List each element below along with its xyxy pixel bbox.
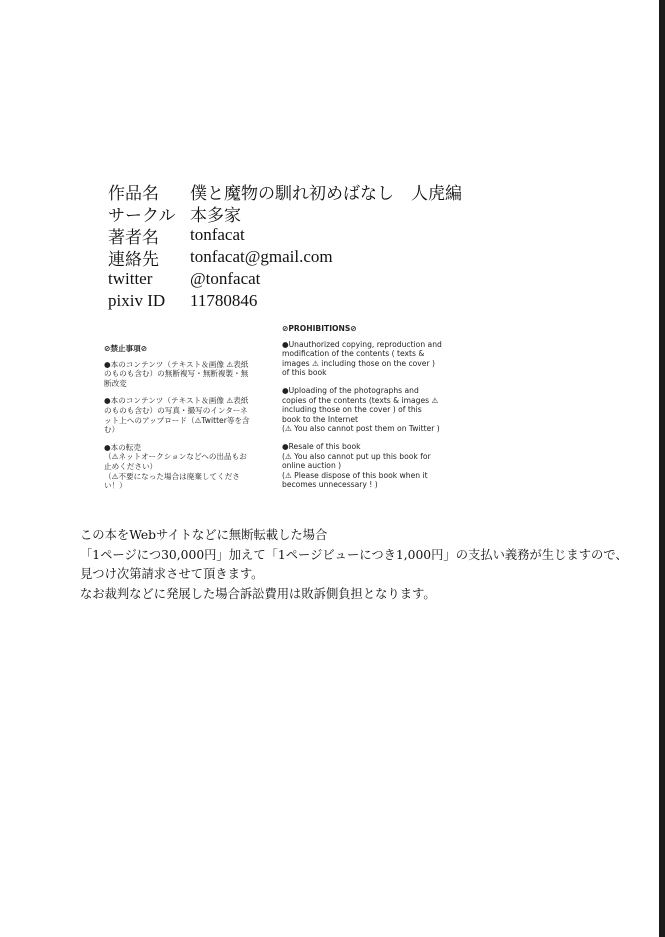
jp-prohibitions-heading: ⊘禁止事項⊘ — [104, 344, 148, 353]
notice-line: なお裁判などに発展した場合訴訟費用は敗訴側負担となります。 — [80, 586, 436, 601]
en-prohibition-item: ●Resale of this book (⚠ You also cannot put up this book for online auction ) (⚠ Please dispose of this book when it becomes unnecessary ! ) — [282, 441, 431, 490]
colophon-row — [108, 180, 462, 202]
jp-prohibitions — [104, 344, 254, 499]
en-prohibition-item: ●Uploading of the photographs and copies of the contents (texts & images ⚠ including those on the cover ) of this book to the Internet (⚠ You also cannot post them on Twitter ) — [282, 385, 440, 434]
colophon-key: 著者名 — [108, 227, 159, 247]
colophon-key: サークル — [108, 205, 176, 225]
jp-prohibition-item: ●本の転売 （⚠ネットオークションなどへの出品もお止めください） （⚠不要になった場合は廃棄してください！） — [104, 442, 247, 491]
en-prohibitions-heading: ⊘PROHIBITIONS⊘ — [282, 324, 357, 333]
en-prohibition-item: ●Unauthorized copying, reproduction and modification of the contents ( texts & images ⚠ including those on the cover ) of this book — [282, 339, 442, 378]
colophon-key: pixiv ID — [108, 291, 166, 310]
page-edge-bar — [659, 0, 665, 937]
en-prohibitions — [282, 324, 442, 498]
colophon-row — [108, 246, 462, 268]
colophon-value: @tonfacat — [190, 269, 261, 288]
jp-prohibition-item: ●本のコンテンツ（テキスト＆画像 ⚠表紙のものも含む）の無断複写・無断複製・無断改変 — [104, 359, 249, 388]
colophon — [108, 180, 462, 312]
colophon-row — [108, 290, 462, 312]
colophon-key: twitter — [108, 269, 153, 288]
colophon-value: tonfacat — [190, 225, 245, 244]
colophon-row — [108, 268, 462, 290]
colophon-value: tonfacat@gmail.com — [190, 247, 333, 266]
colophon-row — [108, 202, 462, 224]
colophon-value: 僕と魔物の馴れ初めばなし 人虎編 — [190, 183, 462, 203]
copyright-notice — [80, 526, 655, 604]
notice-line: 「1ページにつ30,000円」加えて「1ページビューにつき1,000円」の支払い義務が生じますので、 — [80, 547, 628, 562]
colophon-value: 11780846 — [190, 291, 258, 310]
jp-prohibition-item: ●本のコンテンツ（テキスト＆画像 ⚠表紙のものも含む）の写真・撮写のインターネット上へのアップロード（⚠Twitter等を含む） — [104, 396, 250, 435]
colophon-key: 連絡先 — [108, 249, 159, 269]
colophon-value: 本多家 — [190, 205, 241, 225]
notice-line: この本をWebサイトなどに無断転載した場合 — [80, 528, 328, 542]
colophon-row — [108, 224, 462, 246]
colophon-key: 作品名 — [108, 183, 159, 203]
notice-line: 見つけ次第請求させて頂きます。 — [80, 567, 264, 581]
